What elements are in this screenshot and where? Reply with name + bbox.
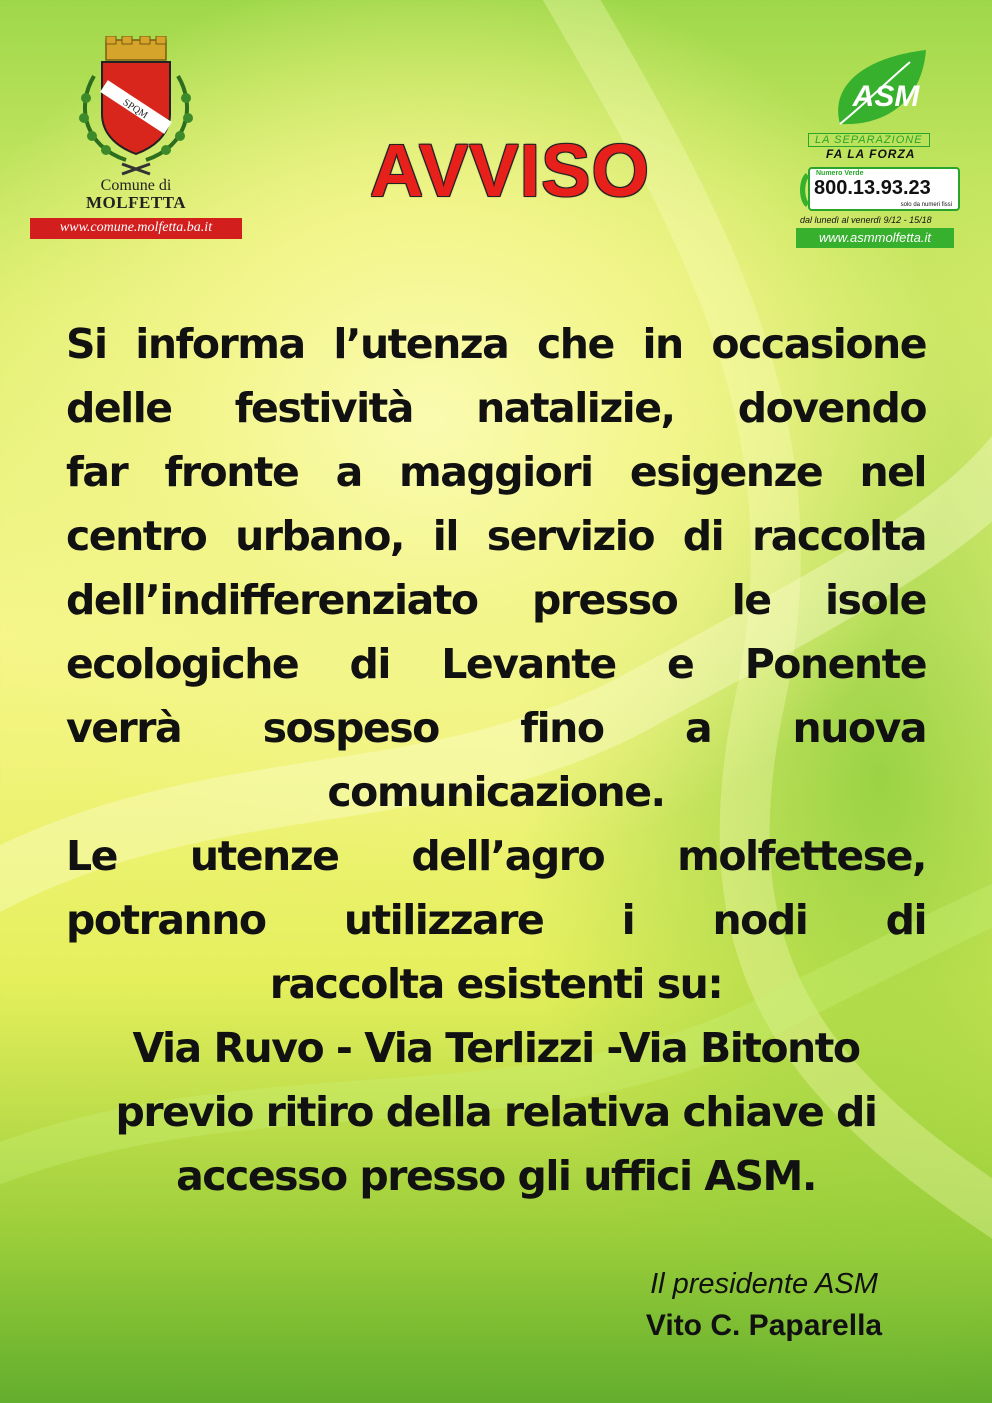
notice-line: ecologiche di Levante e Ponente [66, 640, 926, 688]
notice-line: Via Ruvo - Via Terlizzi -Via Bitonto [132, 1024, 860, 1072]
signature-name: Vito C. Paparella [645, 1309, 883, 1342]
notice-line: previo ritiro della relativa chiave di [115, 1088, 877, 1136]
notice-line: verrà sospeso fino a nuova [66, 704, 926, 752]
phone-note: solo da numeri fissi [900, 202, 952, 208]
notice-line: dell’indifferenziato presso le isole [66, 576, 926, 624]
notice-line: potranno utilizzare i nodi di [66, 896, 926, 944]
asm-logo-text: ASM [852, 80, 920, 113]
page-title: AVVISO [369, 129, 651, 212]
numero-verde-label: Numero Verde [816, 170, 864, 177]
notice-body [66, 312, 926, 1208]
notice-line: delle festività natalizie, dovendo [66, 384, 926, 432]
asm-logo-block [790, 48, 960, 248]
asm-leaf-logo-icon [830, 48, 930, 128]
notice-line: far fronte a maggiori esigenze nel [66, 448, 926, 496]
notice-line: raccolta esistenti su: [269, 960, 723, 1008]
crest-letters: SPQM [120, 97, 150, 122]
asm-slogan-line1: LA SEPARAZIONE [808, 133, 930, 147]
asm-website-link[interactable]: www.asmmolfetta.it [796, 228, 954, 248]
notice-line: centro urbano, il servizio di raccolta [66, 512, 926, 560]
notice-line: Si informa l’utenza che in occasione [66, 320, 926, 368]
signature-block [614, 1264, 914, 1348]
comune-website-link[interactable]: www.comune.molfetta.ba.it [30, 218, 242, 239]
notice-line: comunicazione. [327, 768, 665, 816]
notice-line: accesso presso gli uffici ASM. [176, 1152, 816, 1200]
phone-number[interactable]: 800.13.93.23 [814, 177, 931, 199]
signature-role: Il presidente ASM [650, 1268, 878, 1300]
numero-verde-box [808, 167, 960, 211]
comune-name: Comune di [100, 177, 172, 194]
comune-city: MOLFETTA [85, 193, 187, 212]
asm-slogan-line2: FA LA FORZA [826, 147, 916, 161]
phone-icon [796, 171, 810, 209]
notice-line: Le utenze dell’agro molfettese, [66, 832, 926, 880]
office-hours: dal lunedì al venerdì 9/12 - 15/18 [800, 215, 932, 225]
